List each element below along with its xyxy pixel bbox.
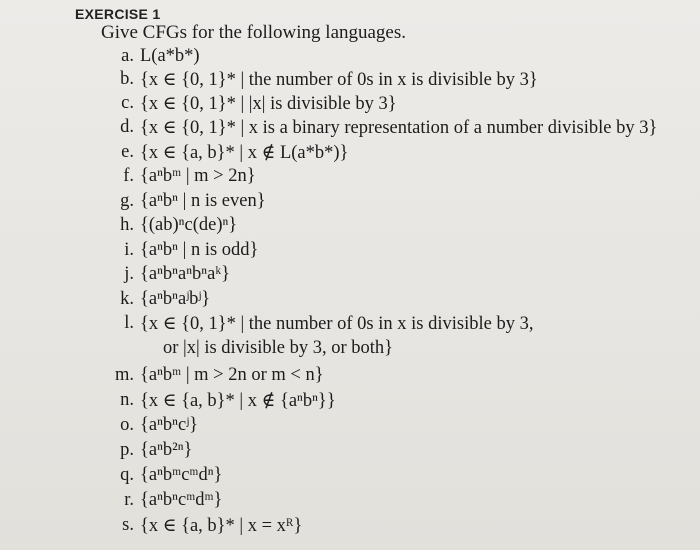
item-text: {aⁿbⁿcᵐdᵐ} bbox=[140, 490, 223, 510]
item-label: b. bbox=[120, 69, 134, 89]
item-text: {x ∈ {a, b}* | x ∉ L(a*b*)} bbox=[140, 143, 349, 163]
item-label: e. bbox=[121, 142, 134, 162]
item-label: m. bbox=[114, 365, 134, 385]
item-label: g. bbox=[120, 191, 134, 211]
item-label: l. bbox=[124, 313, 134, 333]
item-label: q. bbox=[120, 465, 134, 485]
item-text: {aⁿbᵐ | m > 2n} bbox=[140, 166, 256, 186]
item-text: {aⁿbⁿ | n is odd} bbox=[140, 240, 259, 260]
item-text: {aⁿbⁿaⁿbⁿaᵏ} bbox=[140, 264, 231, 284]
item-text: {aⁿbⁿcʲ} bbox=[140, 415, 198, 435]
item-continuation: or |x| is divisible by 3, or both} bbox=[163, 338, 394, 358]
item-text: {aⁿbⁿaʲbʲ} bbox=[140, 289, 211, 309]
item-text: {aⁿbⁿ | n is even} bbox=[140, 191, 266, 211]
item-text: {(ab)ⁿc(de)ⁿ} bbox=[140, 215, 238, 235]
item-label: h. bbox=[120, 215, 134, 235]
item-text: {x ∈ {a, b}* | x ∉ {aⁿbⁿ}} bbox=[140, 391, 336, 411]
item-text: {x ∈ {0, 1}* | the number of 0s in x is divisible by 3} bbox=[140, 70, 538, 90]
item-label: p. bbox=[120, 440, 134, 460]
item-label: a. bbox=[121, 46, 134, 66]
item-label: n. bbox=[120, 390, 134, 410]
exercise-instructions: Give CFGs for the following languages. bbox=[101, 22, 407, 43]
item-label: j. bbox=[124, 264, 134, 284]
item-text: {x ∈ {0, 1}* | x is a binary representation of a number divisible by 3} bbox=[140, 118, 658, 138]
item-label: c. bbox=[121, 93, 134, 113]
item-label: s. bbox=[122, 515, 134, 535]
item-label: r. bbox=[124, 490, 134, 510]
item-text: {x ∈ {a, b}* | x = xᴿ} bbox=[140, 516, 303, 536]
item-label: i. bbox=[124, 240, 134, 260]
item-text: {x ∈ {0, 1}* | the number of 0s in x is divisible by 3, bbox=[140, 314, 534, 334]
item-label: d. bbox=[120, 117, 134, 137]
item-text: {aⁿbᵐcᵐdⁿ} bbox=[140, 465, 223, 485]
item-label: o. bbox=[120, 415, 134, 435]
item-text: {aⁿbᵐ | m > 2n or m < n} bbox=[140, 365, 324, 385]
item-text: {x ∈ {0, 1}* | |x| is divisible by 3} bbox=[140, 94, 397, 114]
item-label: f. bbox=[123, 166, 134, 186]
exercise-heading: EXERCISE 1 bbox=[75, 6, 161, 22]
item-label: k. bbox=[120, 289, 134, 309]
item-text: L(a*b*) bbox=[140, 46, 200, 66]
item-text: {aⁿb²ⁿ} bbox=[140, 440, 193, 460]
